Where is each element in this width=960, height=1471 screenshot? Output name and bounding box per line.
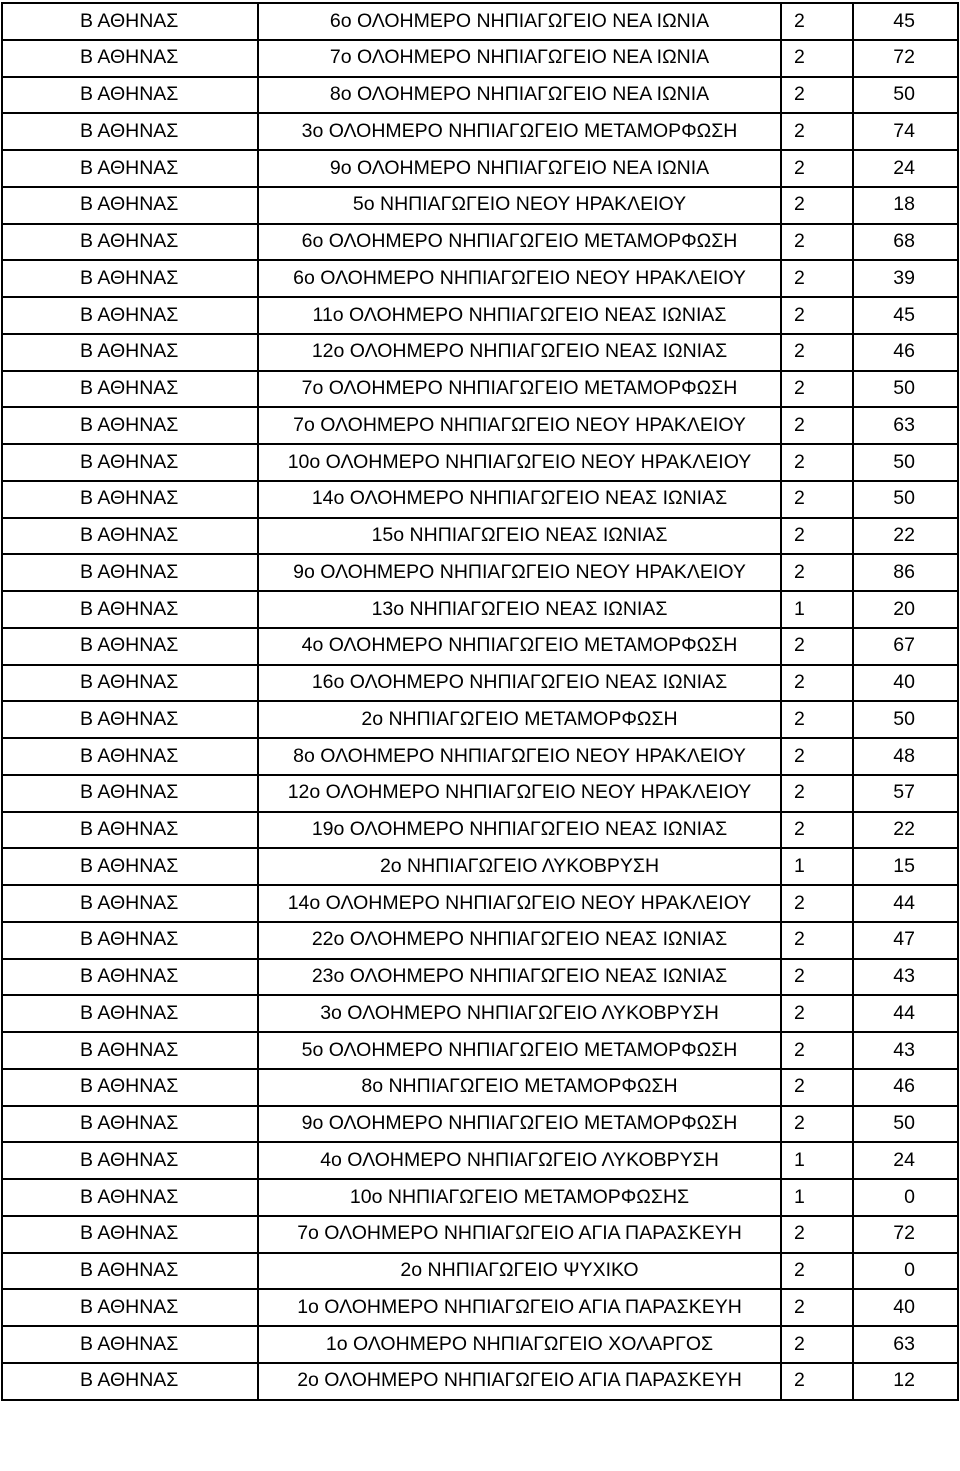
table-row <box>2 848 958 885</box>
pupils-cell: 44 <box>853 995 958 1032</box>
school-name-cell: 1ο ΟΛΟΗΜΕΡΟ ΝΗΠΙΑΓΩΓΕΙΟ ΧΟΛΑΡΓΟΣ <box>258 1326 781 1363</box>
classes-cell: 2 <box>781 885 853 922</box>
school-name-cell: 16ο ΟΛΟΗΜΕΡΟ ΝΗΠΙΑΓΩΓΕΙΟ ΝΕΑΣ ΙΩΝΙΑΣ <box>258 665 781 702</box>
region-cell: Β ΑΘΗΝΑΣ <box>2 738 258 775</box>
pupils-cell: 40 <box>853 1289 958 1326</box>
pupils-cell: 50 <box>853 481 958 518</box>
school-name-cell: 6ο ΟΛΟΗΜΕΡΟ ΝΗΠΙΑΓΩΓΕΙΟ ΝΕΑ ΙΩΝΙΑ <box>258 3 781 40</box>
classes-cell: 2 <box>781 1106 853 1143</box>
pupils-cell: 50 <box>853 371 958 408</box>
region-cell: Β ΑΘΗΝΑΣ <box>2 812 258 849</box>
region-cell: Β ΑΘΗΝΑΣ <box>2 959 258 996</box>
region-cell: Β ΑΘΗΝΑΣ <box>2 1216 258 1253</box>
school-name-cell: 1ο ΟΛΟΗΜΕΡΟ ΝΗΠΙΑΓΩΓΕΙΟ ΑΓΙΑ ΠΑΡΑΣΚΕΥΗ <box>258 1289 781 1326</box>
table-row <box>2 518 958 555</box>
table-row <box>2 371 958 408</box>
table-row <box>2 1142 958 1179</box>
pupils-cell: 22 <box>853 812 958 849</box>
region-cell: Β ΑΘΗΝΑΣ <box>2 187 258 224</box>
pupils-cell: 45 <box>853 3 958 40</box>
classes-cell: 2 <box>781 334 853 371</box>
school-name-cell: 9ο ΟΛΟΗΜΕΡΟ ΝΗΠΙΑΓΩΓΕΙΟ ΝΕΑ ΙΩΝΙΑ <box>258 150 781 187</box>
classes-cell: 1 <box>781 1179 853 1216</box>
pupils-cell: 48 <box>853 738 958 775</box>
school-name-cell: 10ο ΟΛΟΗΜΕΡΟ ΝΗΠΙΑΓΩΓΕΙΟ ΝΕΟΥ ΗΡΑΚΛΕΙΟΥ <box>258 444 781 481</box>
pupils-cell: 74 <box>853 113 958 150</box>
table-row <box>2 1216 958 1253</box>
table-row <box>2 1179 958 1216</box>
region-cell: Β ΑΘΗΝΑΣ <box>2 40 258 77</box>
table-row <box>2 995 958 1032</box>
classes-cell: 2 <box>781 959 853 996</box>
region-cell: Β ΑΘΗΝΑΣ <box>2 1326 258 1363</box>
table-row <box>2 1069 958 1106</box>
school-name-cell: 2ο ΝΗΠΙΑΓΩΓΕΙΟ ΜΕΤΑΜΟΡΦΩΣΗ <box>258 701 781 738</box>
school-name-cell: 15ο ΝΗΠΙΑΓΩΓΕΙΟ ΝΕΑΣ ΙΩΝΙΑΣ <box>258 518 781 555</box>
school-name-cell: 9ο ΟΛΟΗΜΕΡΟ ΝΗΠΙΑΓΩΓΕΙΟ ΜΕΤΑΜΟΡΦΩΣΗ <box>258 1106 781 1143</box>
region-cell: Β ΑΘΗΝΑΣ <box>2 113 258 150</box>
table-row <box>2 187 958 224</box>
pupils-cell: 0 <box>853 1179 958 1216</box>
classes-cell: 2 <box>781 628 853 665</box>
school-name-cell: 7ο ΟΛΟΗΜΕΡΟ ΝΗΠΙΑΓΩΓΕΙΟ ΜΕΤΑΜΟΡΦΩΣΗ <box>258 371 781 408</box>
school-name-cell: 11ο ΟΛΟΗΜΕΡΟ ΝΗΠΙΑΓΩΓΕΙΟ ΝΕΑΣ ΙΩΝΙΑΣ <box>258 297 781 334</box>
pupils-cell: 39 <box>853 260 958 297</box>
classes-cell: 2 <box>781 1069 853 1106</box>
region-cell: Β ΑΘΗΝΑΣ <box>2 775 258 812</box>
school-name-cell: 13ο ΝΗΠΙΑΓΩΓΕΙΟ ΝΕΑΣ ΙΩΝΙΑΣ <box>258 591 781 628</box>
table-row <box>2 297 958 334</box>
region-cell: Β ΑΘΗΝΑΣ <box>2 922 258 959</box>
school-name-cell: 7ο ΟΛΟΗΜΕΡΟ ΝΗΠΙΑΓΩΓΕΙΟ ΝΕΑ ΙΩΝΙΑ <box>258 40 781 77</box>
region-cell: Β ΑΘΗΝΑΣ <box>2 665 258 702</box>
region-cell: Β ΑΘΗΝΑΣ <box>2 995 258 1032</box>
table-row <box>2 1289 958 1326</box>
classes-cell: 2 <box>781 444 853 481</box>
region-cell: Β ΑΘΗΝΑΣ <box>2 444 258 481</box>
region-cell: Β ΑΘΗΝΑΣ <box>2 1253 258 1290</box>
pupils-cell: 47 <box>853 922 958 959</box>
school-name-cell: 5ο ΟΛΟΗΜΕΡΟ ΝΗΠΙΑΓΩΓΕΙΟ ΜΕΤΑΜΟΡΦΩΣΗ <box>258 1032 781 1069</box>
pupils-cell: 43 <box>853 959 958 996</box>
table-row <box>2 150 958 187</box>
classes-cell: 2 <box>781 665 853 702</box>
pupils-cell: 50 <box>853 444 958 481</box>
region-cell: Β ΑΘΗΝΑΣ <box>2 628 258 665</box>
school-name-cell: 6ο ΟΛΟΗΜΕΡΟ ΝΗΠΙΑΓΩΓΕΙΟ ΜΕΤΑΜΟΡΦΩΣΗ <box>258 224 781 261</box>
classes-cell: 2 <box>781 738 853 775</box>
classes-cell: 2 <box>781 150 853 187</box>
region-cell: Β ΑΘΗΝΑΣ <box>2 554 258 591</box>
pupils-cell: 63 <box>853 407 958 444</box>
pupils-cell: 50 <box>853 77 958 114</box>
region-cell: Β ΑΘΗΝΑΣ <box>2 1179 258 1216</box>
region-cell: Β ΑΘΗΝΑΣ <box>2 334 258 371</box>
classes-cell: 2 <box>781 113 853 150</box>
table-row <box>2 665 958 702</box>
table-row <box>2 444 958 481</box>
school-name-cell: 2ο ΝΗΠΙΑΓΩΓΕΙΟ ΨΥΧΙΚΟ <box>258 1253 781 1290</box>
region-cell: Β ΑΘΗΝΑΣ <box>2 1363 258 1400</box>
table-row <box>2 628 958 665</box>
table-row <box>2 775 958 812</box>
school-name-cell: 14ο ΟΛΟΗΜΕΡΟ ΝΗΠΙΑΓΩΓΕΙΟ ΝΕΑΣ ΙΩΝΙΑΣ <box>258 481 781 518</box>
school-name-cell: 4ο ΟΛΟΗΜΕΡΟ ΝΗΠΙΑΓΩΓΕΙΟ ΛΥΚΟΒΡΥΣΗ <box>258 1142 781 1179</box>
region-cell: Β ΑΘΗΝΑΣ <box>2 885 258 922</box>
region-cell: Β ΑΘΗΝΑΣ <box>2 848 258 885</box>
classes-cell: 2 <box>781 3 853 40</box>
region-cell: Β ΑΘΗΝΑΣ <box>2 518 258 555</box>
school-name-cell: 2ο ΝΗΠΙΑΓΩΓΕΙΟ ΛΥΚΟΒΡΥΣΗ <box>258 848 781 885</box>
classes-cell: 2 <box>781 224 853 261</box>
classes-cell: 2 <box>781 371 853 408</box>
schools-table-body <box>2 3 958 1400</box>
table-row <box>2 407 958 444</box>
school-name-cell: 10ο ΝΗΠΙΑΓΩΓΕΙΟ ΜΕΤΑΜΟΡΦΩΣΗΣ <box>258 1179 781 1216</box>
school-name-cell: 9ο ΟΛΟΗΜΕΡΟ ΝΗΠΙΑΓΩΓΕΙΟ ΝΕΟΥ ΗΡΑΚΛΕΙΟΥ <box>258 554 781 591</box>
school-name-cell: 6ο ΟΛΟΗΜΕΡΟ ΝΗΠΙΑΓΩΓΕΙΟ ΝΕΟΥ ΗΡΑΚΛΕΙΟΥ <box>258 260 781 297</box>
pupils-cell: 12 <box>853 1363 958 1400</box>
table-row <box>2 3 958 40</box>
region-cell: Β ΑΘΗΝΑΣ <box>2 407 258 444</box>
classes-cell: 2 <box>781 1032 853 1069</box>
table-row <box>2 481 958 518</box>
table-row <box>2 554 958 591</box>
school-name-cell: 19ο ΟΛΟΗΜΕΡΟ ΝΗΠΙΑΓΩΓΕΙΟ ΝΕΑΣ ΙΩΝΙΑΣ <box>258 812 781 849</box>
school-name-cell: 14ο ΟΛΟΗΜΕΡΟ ΝΗΠΙΑΓΩΓΕΙΟ ΝΕΟΥ ΗΡΑΚΛΕΙΟΥ <box>258 885 781 922</box>
pupils-cell: 72 <box>853 1216 958 1253</box>
region-cell: Β ΑΘΗΝΑΣ <box>2 77 258 114</box>
table-row <box>2 922 958 959</box>
table-row <box>2 224 958 261</box>
region-cell: Β ΑΘΗΝΑΣ <box>2 3 258 40</box>
pupils-cell: 86 <box>853 554 958 591</box>
classes-cell: 2 <box>781 701 853 738</box>
region-cell: Β ΑΘΗΝΑΣ <box>2 1142 258 1179</box>
region-cell: Β ΑΘΗΝΑΣ <box>2 481 258 518</box>
school-name-cell: 3ο ΟΛΟΗΜΕΡΟ ΝΗΠΙΑΓΩΓΕΙΟ ΛΥΚΟΒΡΥΣΗ <box>258 995 781 1032</box>
classes-cell: 2 <box>781 995 853 1032</box>
school-name-cell: 12ο ΟΛΟΗΜΕΡΟ ΝΗΠΙΑΓΩΓΕΙΟ ΝΕΟΥ ΗΡΑΚΛΕΙΟΥ <box>258 775 781 812</box>
pupils-cell: 44 <box>853 885 958 922</box>
school-name-cell: 8ο ΟΛΟΗΜΕΡΟ ΝΗΠΙΑΓΩΓΕΙΟ ΝΕΑ ΙΩΝΙΑ <box>258 77 781 114</box>
school-name-cell: 3ο ΟΛΟΗΜΕΡΟ ΝΗΠΙΑΓΩΓΕΙΟ ΜΕΤΑΜΟΡΦΩΣΗ <box>258 113 781 150</box>
region-cell: Β ΑΘΗΝΑΣ <box>2 224 258 261</box>
region-cell: Β ΑΘΗΝΑΣ <box>2 701 258 738</box>
pupils-cell: 46 <box>853 1069 958 1106</box>
table-row <box>2 959 958 996</box>
pupils-cell: 24 <box>853 150 958 187</box>
table-row <box>2 1253 958 1290</box>
region-cell: Β ΑΘΗΝΑΣ <box>2 1106 258 1143</box>
school-name-cell: 22ο ΟΛΟΗΜΕΡΟ ΝΗΠΙΑΓΩΓΕΙΟ ΝΕΑΣ ΙΩΝΙΑΣ <box>258 922 781 959</box>
region-cell: Β ΑΘΗΝΑΣ <box>2 297 258 334</box>
school-name-cell: 12ο ΟΛΟΗΜΕΡΟ ΝΗΠΙΑΓΩΓΕΙΟ ΝΕΑΣ ΙΩΝΙΑΣ <box>258 334 781 371</box>
classes-cell: 2 <box>781 1216 853 1253</box>
table-row <box>2 1326 958 1363</box>
table-row <box>2 260 958 297</box>
pupils-cell: 57 <box>853 775 958 812</box>
table-row <box>2 40 958 77</box>
classes-cell: 2 <box>781 1289 853 1326</box>
table-row <box>2 812 958 849</box>
region-cell: Β ΑΘΗΝΑΣ <box>2 1289 258 1326</box>
table-row <box>2 1032 958 1069</box>
school-name-cell: 2ο ΟΛΟΗΜΕΡΟ ΝΗΠΙΑΓΩΓΕΙΟ ΑΓΙΑ ΠΑΡΑΣΚΕΥΗ <box>258 1363 781 1400</box>
classes-cell: 2 <box>781 922 853 959</box>
classes-cell: 2 <box>781 260 853 297</box>
table-row <box>2 701 958 738</box>
classes-cell: 2 <box>781 1326 853 1363</box>
schools-table <box>1 2 959 1401</box>
region-cell: Β ΑΘΗΝΑΣ <box>2 1032 258 1069</box>
classes-cell: 2 <box>781 481 853 518</box>
table-row <box>2 591 958 628</box>
pupils-cell: 0 <box>853 1253 958 1290</box>
classes-cell: 2 <box>781 187 853 224</box>
school-name-cell: 5ο ΝΗΠΙΑΓΩΓΕΙΟ ΝΕΟΥ ΗΡΑΚΛΕΙΟΥ <box>258 187 781 224</box>
pupils-cell: 24 <box>853 1142 958 1179</box>
school-name-cell: 8ο ΝΗΠΙΑΓΩΓΕΙΟ ΜΕΤΑΜΟΡΦΩΣΗ <box>258 1069 781 1106</box>
table-row <box>2 77 958 114</box>
school-name-cell: 8ο ΟΛΟΗΜΕΡΟ ΝΗΠΙΑΓΩΓΕΙΟ ΝΕΟΥ ΗΡΑΚΛΕΙΟΥ <box>258 738 781 775</box>
classes-cell: 2 <box>781 775 853 812</box>
region-cell: Β ΑΘΗΝΑΣ <box>2 260 258 297</box>
pupils-cell: 68 <box>853 224 958 261</box>
table-row <box>2 334 958 371</box>
pupils-cell: 46 <box>853 334 958 371</box>
classes-cell: 2 <box>781 407 853 444</box>
region-cell: Β ΑΘΗΝΑΣ <box>2 591 258 628</box>
classes-cell: 1 <box>781 591 853 628</box>
table-row <box>2 738 958 775</box>
pupils-cell: 43 <box>853 1032 958 1069</box>
classes-cell: 2 <box>781 554 853 591</box>
classes-cell: 2 <box>781 1363 853 1400</box>
pupils-cell: 40 <box>853 665 958 702</box>
pupils-cell: 22 <box>853 518 958 555</box>
classes-cell: 1 <box>781 1142 853 1179</box>
pupils-cell: 72 <box>853 40 958 77</box>
pupils-cell: 50 <box>853 1106 958 1143</box>
classes-cell: 2 <box>781 77 853 114</box>
pupils-cell: 50 <box>853 701 958 738</box>
school-name-cell: 23ο ΟΛΟΗΜΕΡΟ ΝΗΠΙΑΓΩΓΕΙΟ ΝΕΑΣ ΙΩΝΙΑΣ <box>258 959 781 996</box>
pupils-cell: 45 <box>853 297 958 334</box>
school-name-cell: 7ο ΟΛΟΗΜΕΡΟ ΝΗΠΙΑΓΩΓΕΙΟ ΝΕΟΥ ΗΡΑΚΛΕΙΟΥ <box>258 407 781 444</box>
region-cell: Β ΑΘΗΝΑΣ <box>2 371 258 408</box>
school-name-cell: 7ο ΟΛΟΗΜΕΡΟ ΝΗΠΙΑΓΩΓΕΙΟ ΑΓΙΑ ΠΑΡΑΣΚΕΥΗ <box>258 1216 781 1253</box>
classes-cell: 1 <box>781 848 853 885</box>
classes-cell: 2 <box>781 518 853 555</box>
pupils-cell: 18 <box>853 187 958 224</box>
table-row <box>2 885 958 922</box>
region-cell: Β ΑΘΗΝΑΣ <box>2 1069 258 1106</box>
classes-cell: 2 <box>781 40 853 77</box>
table-row <box>2 1106 958 1143</box>
region-cell: Β ΑΘΗΝΑΣ <box>2 150 258 187</box>
table-row <box>2 113 958 150</box>
pupils-cell: 15 <box>853 848 958 885</box>
table-row <box>2 1363 958 1400</box>
classes-cell: 2 <box>781 1253 853 1290</box>
pupils-cell: 63 <box>853 1326 958 1363</box>
classes-cell: 2 <box>781 812 853 849</box>
school-name-cell: 4ο ΟΛΟΗΜΕΡΟ ΝΗΠΙΑΓΩΓΕΙΟ ΜΕΤΑΜΟΡΦΩΣΗ <box>258 628 781 665</box>
classes-cell: 2 <box>781 297 853 334</box>
pupils-cell: 20 <box>853 591 958 628</box>
pupils-cell: 67 <box>853 628 958 665</box>
